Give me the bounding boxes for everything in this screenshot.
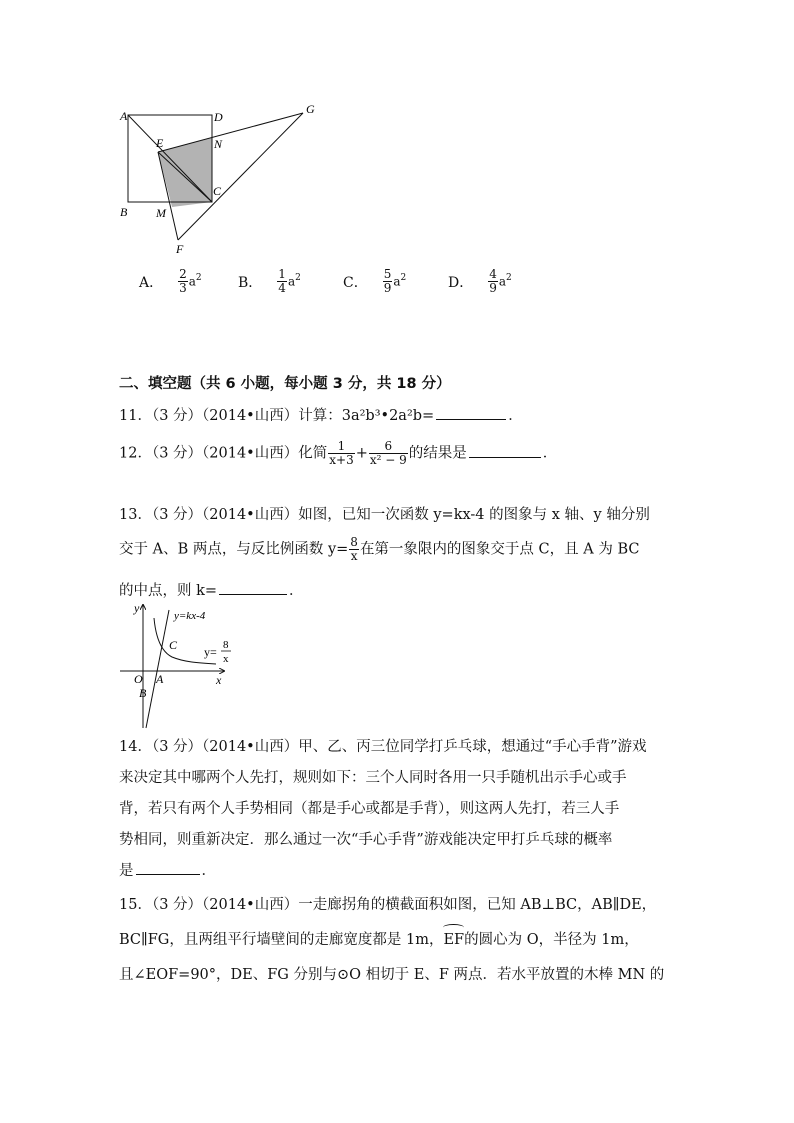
question-14-line5: 是 ． bbox=[119, 863, 216, 879]
function-graph-figure bbox=[112, 600, 237, 732]
curve-label-num: 8 bbox=[223, 639, 229, 651]
question-15-line3: 且∠EOF=90°，DE、FG 分别与⊙O 相切于 E、F 两点．若水平放置的木棒 MN 的 bbox=[119, 967, 665, 983]
option-d: D． $\frac{4}{9}$ $a^2$ bbox=[448, 267, 512, 295]
label-O: O bbox=[134, 672, 143, 686]
question-14-line3: 背，若只有两个人手势相同（都是手心或都是手背），则这两人先打，若三人手 bbox=[119, 801, 620, 817]
question-13-line3: 的中点，则 k= ． bbox=[119, 583, 304, 599]
arc-ef: EF bbox=[443, 929, 464, 951]
shaded-region bbox=[158, 138, 212, 207]
label-E: E bbox=[156, 136, 164, 150]
axis-label-y: y bbox=[134, 601, 140, 615]
question-12: 12．（3 分）（2014•山西）化简 $\frac{1}{x+3}$ + $\frac{6}{\text{x² − 9}}$ 的结果是 ． bbox=[119, 439, 558, 467]
axis-label-x: x bbox=[216, 673, 222, 687]
geometry-figure-square bbox=[110, 95, 330, 260]
label-C2: C bbox=[169, 638, 178, 652]
option-b: B． $\frac{1}{4}$ $a^2$ bbox=[238, 267, 301, 295]
question-14-line4: 势相同，则重新决定．那么通过一次“手心手背”游戏能决定甲打乒乓球的概率 bbox=[119, 832, 613, 848]
label-F: F bbox=[176, 242, 184, 256]
question-13-line2: 交于 A、B 两点，与反比例函数 y= $\frac{8}{x}$ 在第一象限内的图象交于点 C，且 A 为 BC bbox=[119, 535, 640, 563]
label-B2: B bbox=[139, 686, 147, 700]
curve-label-den: x bbox=[223, 653, 229, 665]
label-D: D bbox=[214, 110, 223, 124]
label-A2: A bbox=[156, 672, 164, 686]
question-15-line1: 15．（3 分）（2014•山西）一走廊拐角的横截面积如图，已知 AB⊥BC，AB∥DE， bbox=[119, 897, 657, 913]
option-c: C． $\frac{5}{9}$ $a^2$ bbox=[343, 267, 407, 295]
linear-function-line bbox=[146, 610, 169, 728]
question-14-line2: 来决定其中哪两个人先打，规则如下：三个人同时各用一只手随机出示手心或手 bbox=[119, 770, 627, 786]
question-11: 11．（3 分）（2014•山西）计算：3a²b³•2a²b= ． bbox=[119, 408, 523, 424]
question-14-line1: 14．（3 分）（2014•山西）甲、乙、丙三位同学打乒乓球，想通过“手心手背”游戏 bbox=[119, 739, 647, 755]
label-M: M bbox=[156, 206, 166, 220]
option-a: A． $\frac{2}{3}$ $a^2$ bbox=[139, 267, 202, 295]
section-heading: 二、填空题（共 6 小题，每小题 3 分，共 18 分） bbox=[119, 376, 451, 392]
label-C: C bbox=[213, 184, 222, 198]
label-G: G bbox=[306, 102, 315, 116]
label-A: A bbox=[120, 109, 128, 123]
label-B: B bbox=[120, 205, 128, 219]
label-N: N bbox=[214, 137, 223, 151]
curve-label: y= bbox=[204, 645, 217, 659]
question-15-line2: BC∥FG，且两组平行墙壁间的走廊宽度都是 1m， EF的圆心为 O，半径为 1m， bbox=[119, 929, 639, 951]
question-13-line1: 13．（3 分）（2014•山西）如图，已知一次函数 y=kx-4 的图象与 x 轴、y 轴分别 bbox=[119, 507, 650, 523]
line-label: y=kx-4 bbox=[174, 610, 206, 622]
